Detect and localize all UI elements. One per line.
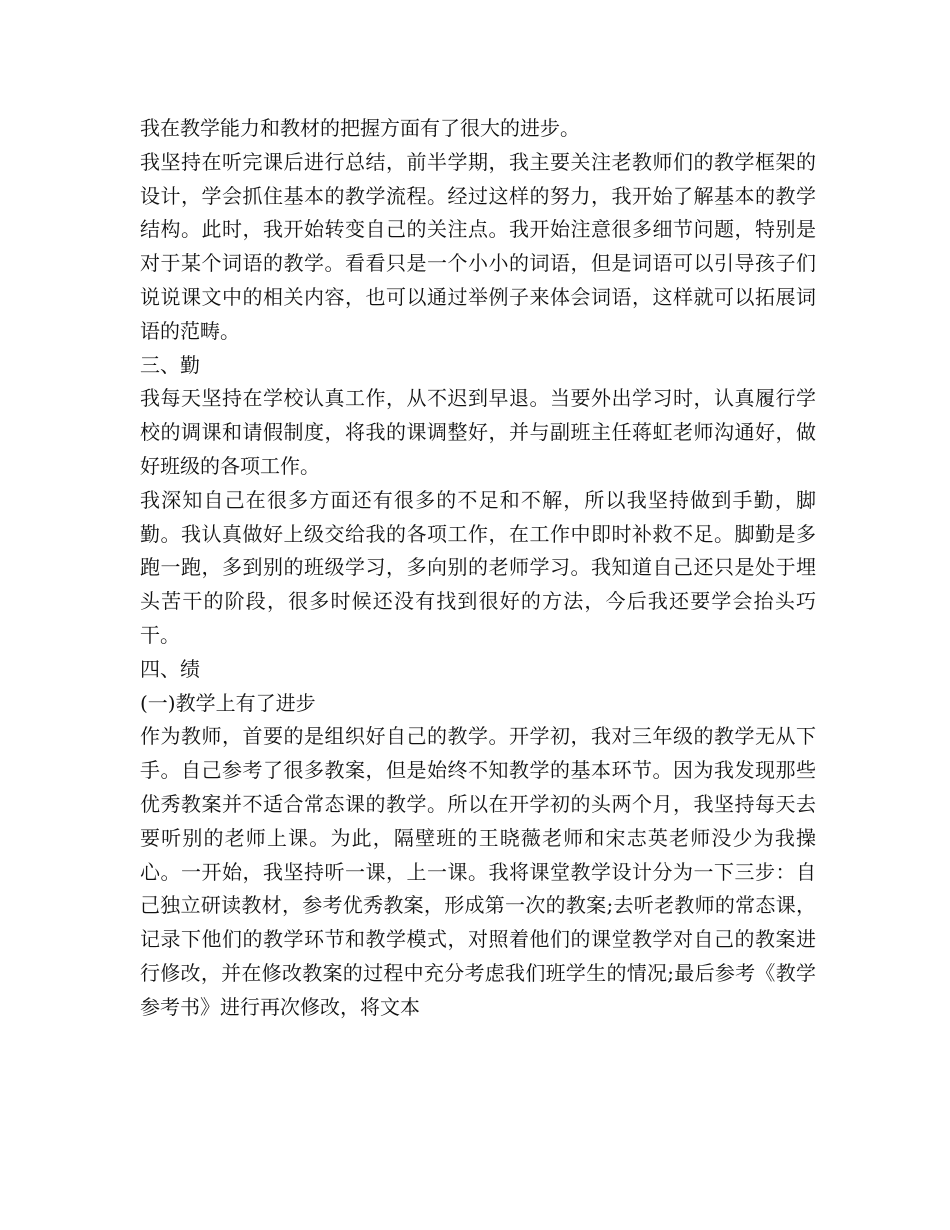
section-heading-achievements: 四、绩 <box>140 656 200 681</box>
section-heading-diligence: 三、勤 <box>140 352 200 377</box>
paragraph-daily-work: 我每天坚持在学校认真工作，从不迟到早退。当要外出学习时，认真履行学校的调课和请假制度，将我的课调整好，并与副班主任蒋虹老师沟通好，做好班级的各项工作。 <box>140 386 816 478</box>
subsection-heading-teaching-progress: (一)教学上有了进步 <box>140 690 316 715</box>
paragraph-teaching-progress: 我在教学能力和教材的把握方面有了很大的进步。 <box>140 116 580 140</box>
paragraph-teaching-organization: 作为教师，首要的是组织好自己的教学。开学初，我对三年级的教学无从下手。自己参考了很多教案，但是始终不知教学的基本环节。因为我发现那些优秀教案并不适合常态课的教学。所以在开学初的头两个月，我坚持每天去要听别的老师上课。为此，隔壁班的王晓薇老师和宋志英老师没少为我操心。一开始，我坚持听一课，上一课。我将课堂教学设计分为一下三步：自己独立研读教材，参考优秀教案，形成第一次的教案;去听老教师的常态课，记录下他们的教学环节和教学模式，对照着他们的课堂教学对自己的教案进行修改，并在修改教案的过程中充分考虑我们班学生的情况;最后参考《教学参考书》进行再次修改，将文本 <box>140 724 816 1019</box>
paragraph-lesson-summary: 我坚持在听完课后进行总结，前半学期，我主要关注老教师们的教学框架的设计，学会抓住基本的教学流程。经过这样的努力，我开始了解基本的教学结构。此时，我开始转变自己的关注点。我开始注意很多细节问题，特别是对于某个词语的教学。看看只是一个小小的词语，但是词语可以引导孩子们说说课文中的相关内容，也可以通过举例子来体会词语，这样就可以拓展词语的范畴。 <box>140 149 816 343</box>
paragraph-hands-feet-diligence: 我深知自己在很多方面还有很多的不足和不解，所以我坚持做到手勤，脚勤。我认真做好上级交给我的各项工作，在工作中即时补救不足。脚勤是多跑一跑，多到别的班级学习，多向别的老师学习。我知道自己还只是处于埋头苦干的阶段，很多时候还没有找到很好的方法，今后我还要学会抬头巧干。 <box>140 487 816 647</box>
document-page <box>140 112 816 1025</box>
